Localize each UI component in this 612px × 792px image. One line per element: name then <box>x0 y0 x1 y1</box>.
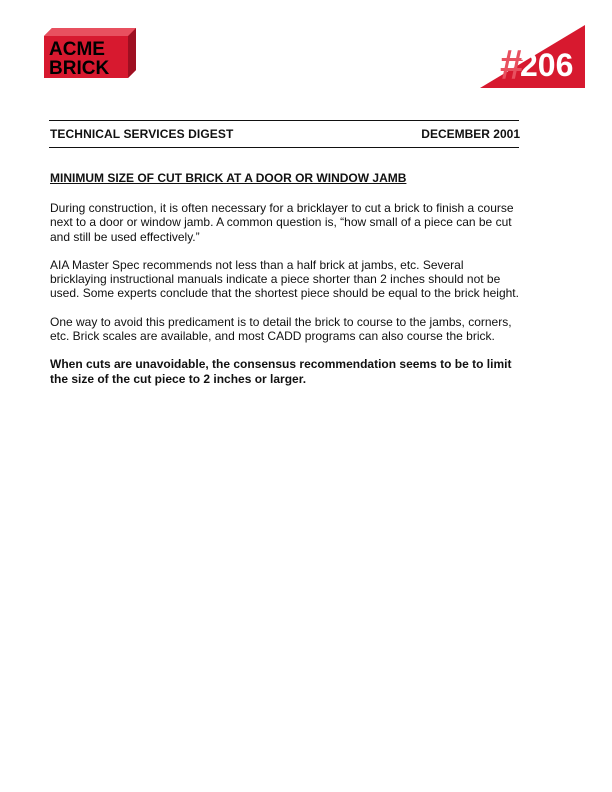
article-title: MINIMUM SIZE OF CUT BRICK AT A DOOR OR WINDOW JAMB <box>50 171 407 185</box>
header-rule-bottom <box>49 147 519 148</box>
paragraph: One way to avoid this predicament is to detail the brick to course to the jambs, corners, etc. Brick scales are available, and most CADD programs can also course the brick. <box>50 314 512 344</box>
digest-number: 206 <box>520 47 574 83</box>
hash-mark: # <box>500 41 524 88</box>
publication-title: TECHNICAL SERVICES DIGEST <box>50 127 234 141</box>
paragraph: AIA Master Spec recommends not less than a half brick at jambs, etc. Several bricklaying instructional manuals indicate a piece shorter than 2 inches should not be used. Some experts conclude that the shortest piece should be equal to the brick height. <box>50 257 519 301</box>
acme-brick-logo <box>44 28 136 78</box>
header-rule-top <box>49 120 519 121</box>
logo-line2: BRICK <box>49 58 110 78</box>
publication-date: DECEMBER 2001 <box>421 127 520 141</box>
logo-line1: ACME <box>49 39 105 60</box>
digest-number-badge <box>480 25 585 88</box>
paragraph: During construction, it is often necessary for a bricklayer to cut a brick to finish a course next to a door or window jamb. A common question is, “how small of a piece can be cut and still be used effectively.” <box>50 201 514 244</box>
article-body <box>50 201 522 400</box>
recommendation-paragraph: When cuts are unavoidable, the consensus recommendation seems to be to limit the size of the cut piece to 2 inches or larger. <box>50 357 512 386</box>
